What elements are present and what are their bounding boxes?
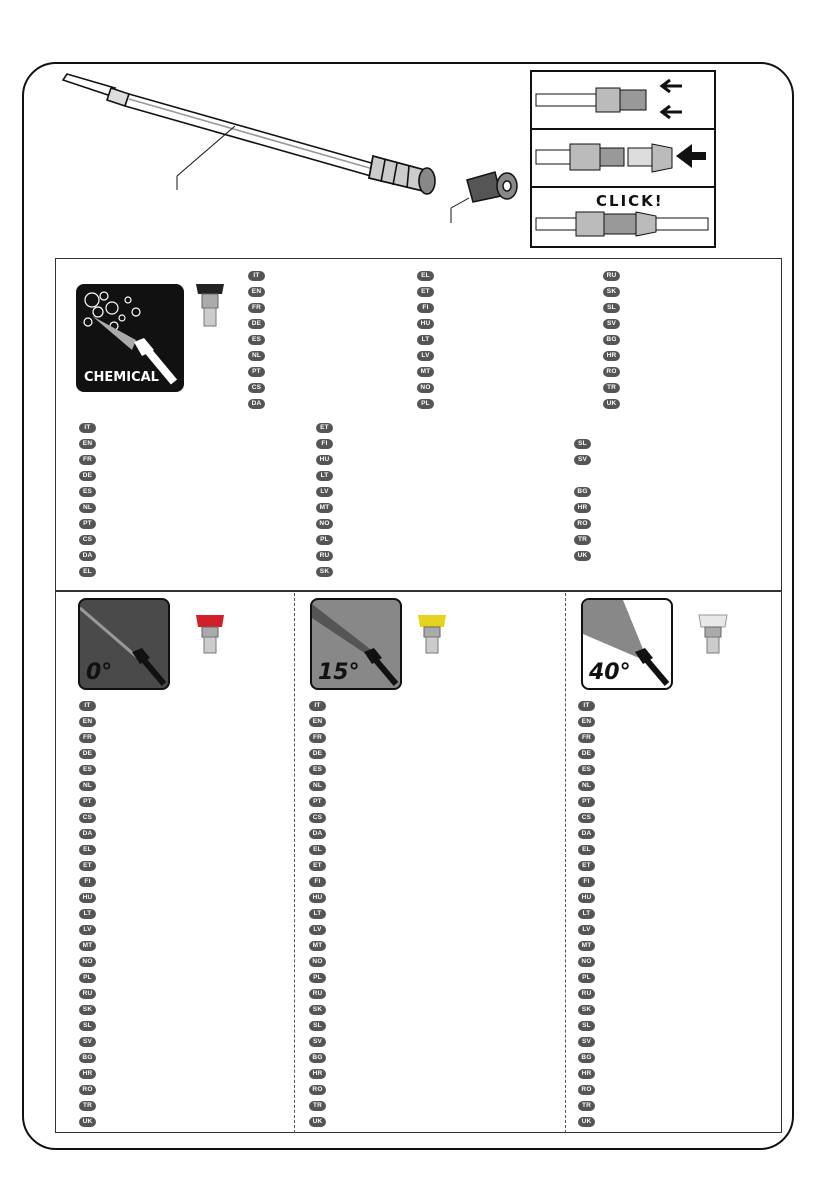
step-2: [532, 130, 714, 188]
nozzle-40-angle: 40°: [589, 660, 631, 685]
chemical-label: CHEMICAL: [84, 370, 159, 385]
lang-badge: LV: [316, 487, 333, 497]
lang-badge: ET: [578, 861, 595, 871]
lang-badge: NO: [309, 957, 326, 967]
lang-badge: FI: [309, 877, 326, 887]
lang-badge: DA: [79, 829, 96, 839]
lang-badge: FR: [309, 733, 326, 743]
lang-badge: DE: [79, 471, 96, 481]
lang-badge: HU: [309, 893, 326, 903]
nozzle-0-icon: [78, 598, 170, 690]
lang-badge: HR: [578, 1069, 595, 1079]
lang-badge: RO: [574, 519, 591, 529]
lang-badge: BG: [578, 1053, 595, 1063]
lang-badge: SL: [574, 439, 591, 449]
lang-badge: PT: [578, 797, 595, 807]
mid-lang-col-3: [574, 439, 591, 567]
lang-badge: CS: [578, 813, 595, 823]
lang-badge: HU: [316, 455, 333, 465]
lang-badge: RO: [603, 367, 620, 377]
lang-badge: DE: [578, 749, 595, 759]
column-divider: [565, 593, 566, 1133]
lang-badge: SL: [79, 1021, 96, 1031]
lang-badge: SK: [79, 1005, 96, 1015]
lang-badge: ET: [417, 287, 434, 297]
lang-badge: RU: [603, 271, 620, 281]
lang-badge: EN: [309, 717, 326, 727]
lang-badge: SK: [316, 567, 333, 577]
lang-badge: HU: [417, 319, 434, 329]
column-divider: [294, 593, 295, 1133]
lang-badge: CS: [79, 535, 96, 545]
lang-badge: NL: [79, 503, 96, 513]
lang-badge: IT: [248, 271, 265, 281]
lang-badge: IT: [79, 423, 96, 433]
lang-badge: SL: [603, 303, 620, 313]
click-label: CLICK!: [596, 192, 664, 210]
lang-badge: NL: [309, 781, 326, 791]
lang-badge: DA: [248, 399, 265, 409]
chemical-icon: [76, 284, 184, 392]
lang-badge: NL: [248, 351, 265, 361]
lang-badge: SL: [578, 1021, 595, 1031]
lang-badge: LV: [309, 925, 326, 935]
lang-badge: HU: [79, 893, 96, 903]
lang-badge: ES: [309, 765, 326, 775]
chem-lang-col-2: [417, 271, 434, 415]
lang-badge: SV: [574, 455, 591, 465]
lang-badge: FI: [316, 439, 333, 449]
nozzle-0-langs: [79, 701, 96, 1133]
lang-badge: HR: [309, 1069, 326, 1079]
lang-badge: IT: [578, 701, 595, 711]
lance-illustration: [55, 68, 525, 238]
lang-badge: LT: [316, 471, 333, 481]
lang-badge: ES: [79, 765, 96, 775]
lang-badge: TR: [603, 383, 620, 393]
lang-badge: RO: [79, 1085, 96, 1095]
lang-badge: CS: [248, 383, 265, 393]
lang-badge: NO: [417, 383, 434, 393]
connection-steps-panel: [530, 70, 716, 248]
lang-badge: HU: [578, 893, 595, 903]
chem-lang-col-1: [248, 271, 265, 415]
lang-badge: DE: [79, 749, 96, 759]
lang-badge: NL: [79, 781, 96, 791]
lang-badge: FI: [417, 303, 434, 313]
lang-badge: NL: [578, 781, 595, 791]
lang-badge: PL: [417, 399, 434, 409]
mid-lang-col-2: [316, 423, 333, 583]
lang-badge: EL: [309, 845, 326, 855]
lang-badge: EL: [79, 845, 96, 855]
lang-badge: PT: [248, 367, 265, 377]
lang-badge: FI: [578, 877, 595, 887]
lang-badge: SV: [79, 1037, 96, 1047]
lang-badge: RO: [578, 1085, 595, 1095]
yellow-nozzle-icon: [416, 613, 448, 657]
lang-badge: MT: [316, 503, 333, 513]
lang-badge: UK: [603, 399, 620, 409]
lang-badge: IT: [309, 701, 326, 711]
lang-badge: NO: [578, 957, 595, 967]
lang-badge: HR: [79, 1069, 96, 1079]
lang-badge: EL: [578, 845, 595, 855]
lang-badge: PT: [79, 797, 96, 807]
lang-badge: EL: [417, 271, 434, 281]
lang-badge: UK: [578, 1117, 595, 1127]
nozzle-15-angle: 15°: [318, 660, 360, 685]
lang-badge: PT: [309, 797, 326, 807]
lang-badge: MT: [309, 941, 326, 951]
lang-badge: TR: [309, 1101, 326, 1111]
lang-badge: IT: [79, 701, 96, 711]
lang-badge: TR: [574, 535, 591, 545]
lang-badge: RU: [316, 551, 333, 561]
nozzle-15-langs: [309, 701, 326, 1133]
lang-badge: LT: [578, 909, 595, 919]
lang-badge: SV: [578, 1037, 595, 1047]
lang-badge: LV: [578, 925, 595, 935]
lang-badge: DE: [309, 749, 326, 759]
lang-badge: MT: [79, 941, 96, 951]
lang-badge: LV: [417, 351, 434, 361]
lang-badge: EN: [79, 439, 96, 449]
nozzle-0-angle: 0°: [86, 660, 113, 685]
lang-badge: FR: [79, 455, 96, 465]
lang-badge: HR: [603, 351, 620, 361]
lang-badge: SL: [309, 1021, 326, 1031]
lang-badge: CS: [309, 813, 326, 823]
lang-badge: MT: [578, 941, 595, 951]
step-1-drawing: [532, 72, 714, 128]
lang-badge: ET: [309, 861, 326, 871]
lang-badge: MT: [417, 367, 434, 377]
lang-badge: BG: [309, 1053, 326, 1063]
lang-badge: SK: [309, 1005, 326, 1015]
lang-badge: EL: [79, 567, 96, 577]
lang-badge: FR: [79, 733, 96, 743]
lang-badge: LV: [79, 925, 96, 935]
lang-badge: ES: [248, 335, 265, 345]
lang-badge: PL: [316, 535, 333, 545]
lang-badge: SV: [603, 319, 620, 329]
lang-badge: LT: [417, 335, 434, 345]
lang-badge: RU: [578, 989, 595, 999]
lang-badge: NO: [316, 519, 333, 529]
lang-badge: EN: [248, 287, 265, 297]
lang-badge: DE: [248, 319, 265, 329]
lang-badge: ES: [578, 765, 595, 775]
red-nozzle-icon: [194, 613, 226, 657]
lang-badge: DA: [309, 829, 326, 839]
lang-badge: ET: [316, 423, 333, 433]
lang-badge: SV: [309, 1037, 326, 1047]
lang-badge: FR: [248, 303, 265, 313]
lang-badge: BG: [603, 335, 620, 345]
lang-badge: DA: [79, 551, 96, 561]
lang-badge: LT: [79, 909, 96, 919]
lang-badge: UK: [574, 551, 591, 561]
lang-badge: TR: [79, 1101, 96, 1111]
nozzle-40-icon: [581, 598, 673, 690]
nozzle-40-langs: [578, 701, 595, 1133]
black-nozzle-icon: [194, 282, 226, 332]
lang-badge: SK: [578, 1005, 595, 1015]
lang-badge: EN: [578, 717, 595, 727]
lang-badge: SK: [603, 287, 620, 297]
lang-badge: UK: [309, 1117, 326, 1127]
step-1: [532, 72, 714, 130]
lang-badge: FI: [79, 877, 96, 887]
mid-lang-col-1: [79, 423, 96, 583]
step-2-drawing: [532, 130, 714, 186]
lang-badge: BG: [79, 1053, 96, 1063]
lang-badge: FR: [578, 733, 595, 743]
lang-badge: ES: [79, 487, 96, 497]
lang-badge: PL: [79, 973, 96, 983]
step-3-drawing: [532, 188, 714, 244]
lang-badge: LT: [309, 909, 326, 919]
lang-badge: BG: [574, 487, 591, 497]
lang-badge: NO: [79, 957, 96, 967]
lang-badge: EN: [79, 717, 96, 727]
step-3: [532, 188, 714, 246]
lang-badge: DA: [578, 829, 595, 839]
lang-badge: PL: [578, 973, 595, 983]
lang-badge: PL: [309, 973, 326, 983]
lang-badge: RU: [309, 989, 326, 999]
lang-badge: ET: [79, 861, 96, 871]
lang-badge: CS: [79, 813, 96, 823]
nozzle-15-icon: [310, 598, 402, 690]
lang-badge: PT: [79, 519, 96, 529]
lang-badge: RO: [309, 1085, 326, 1095]
white-nozzle-icon: [697, 613, 729, 657]
lang-badge: HR: [574, 503, 591, 513]
chem-lang-col-3: [603, 271, 620, 415]
lang-badge: RU: [79, 989, 96, 999]
lang-badge: TR: [578, 1101, 595, 1111]
lang-badge: UK: [79, 1117, 96, 1127]
